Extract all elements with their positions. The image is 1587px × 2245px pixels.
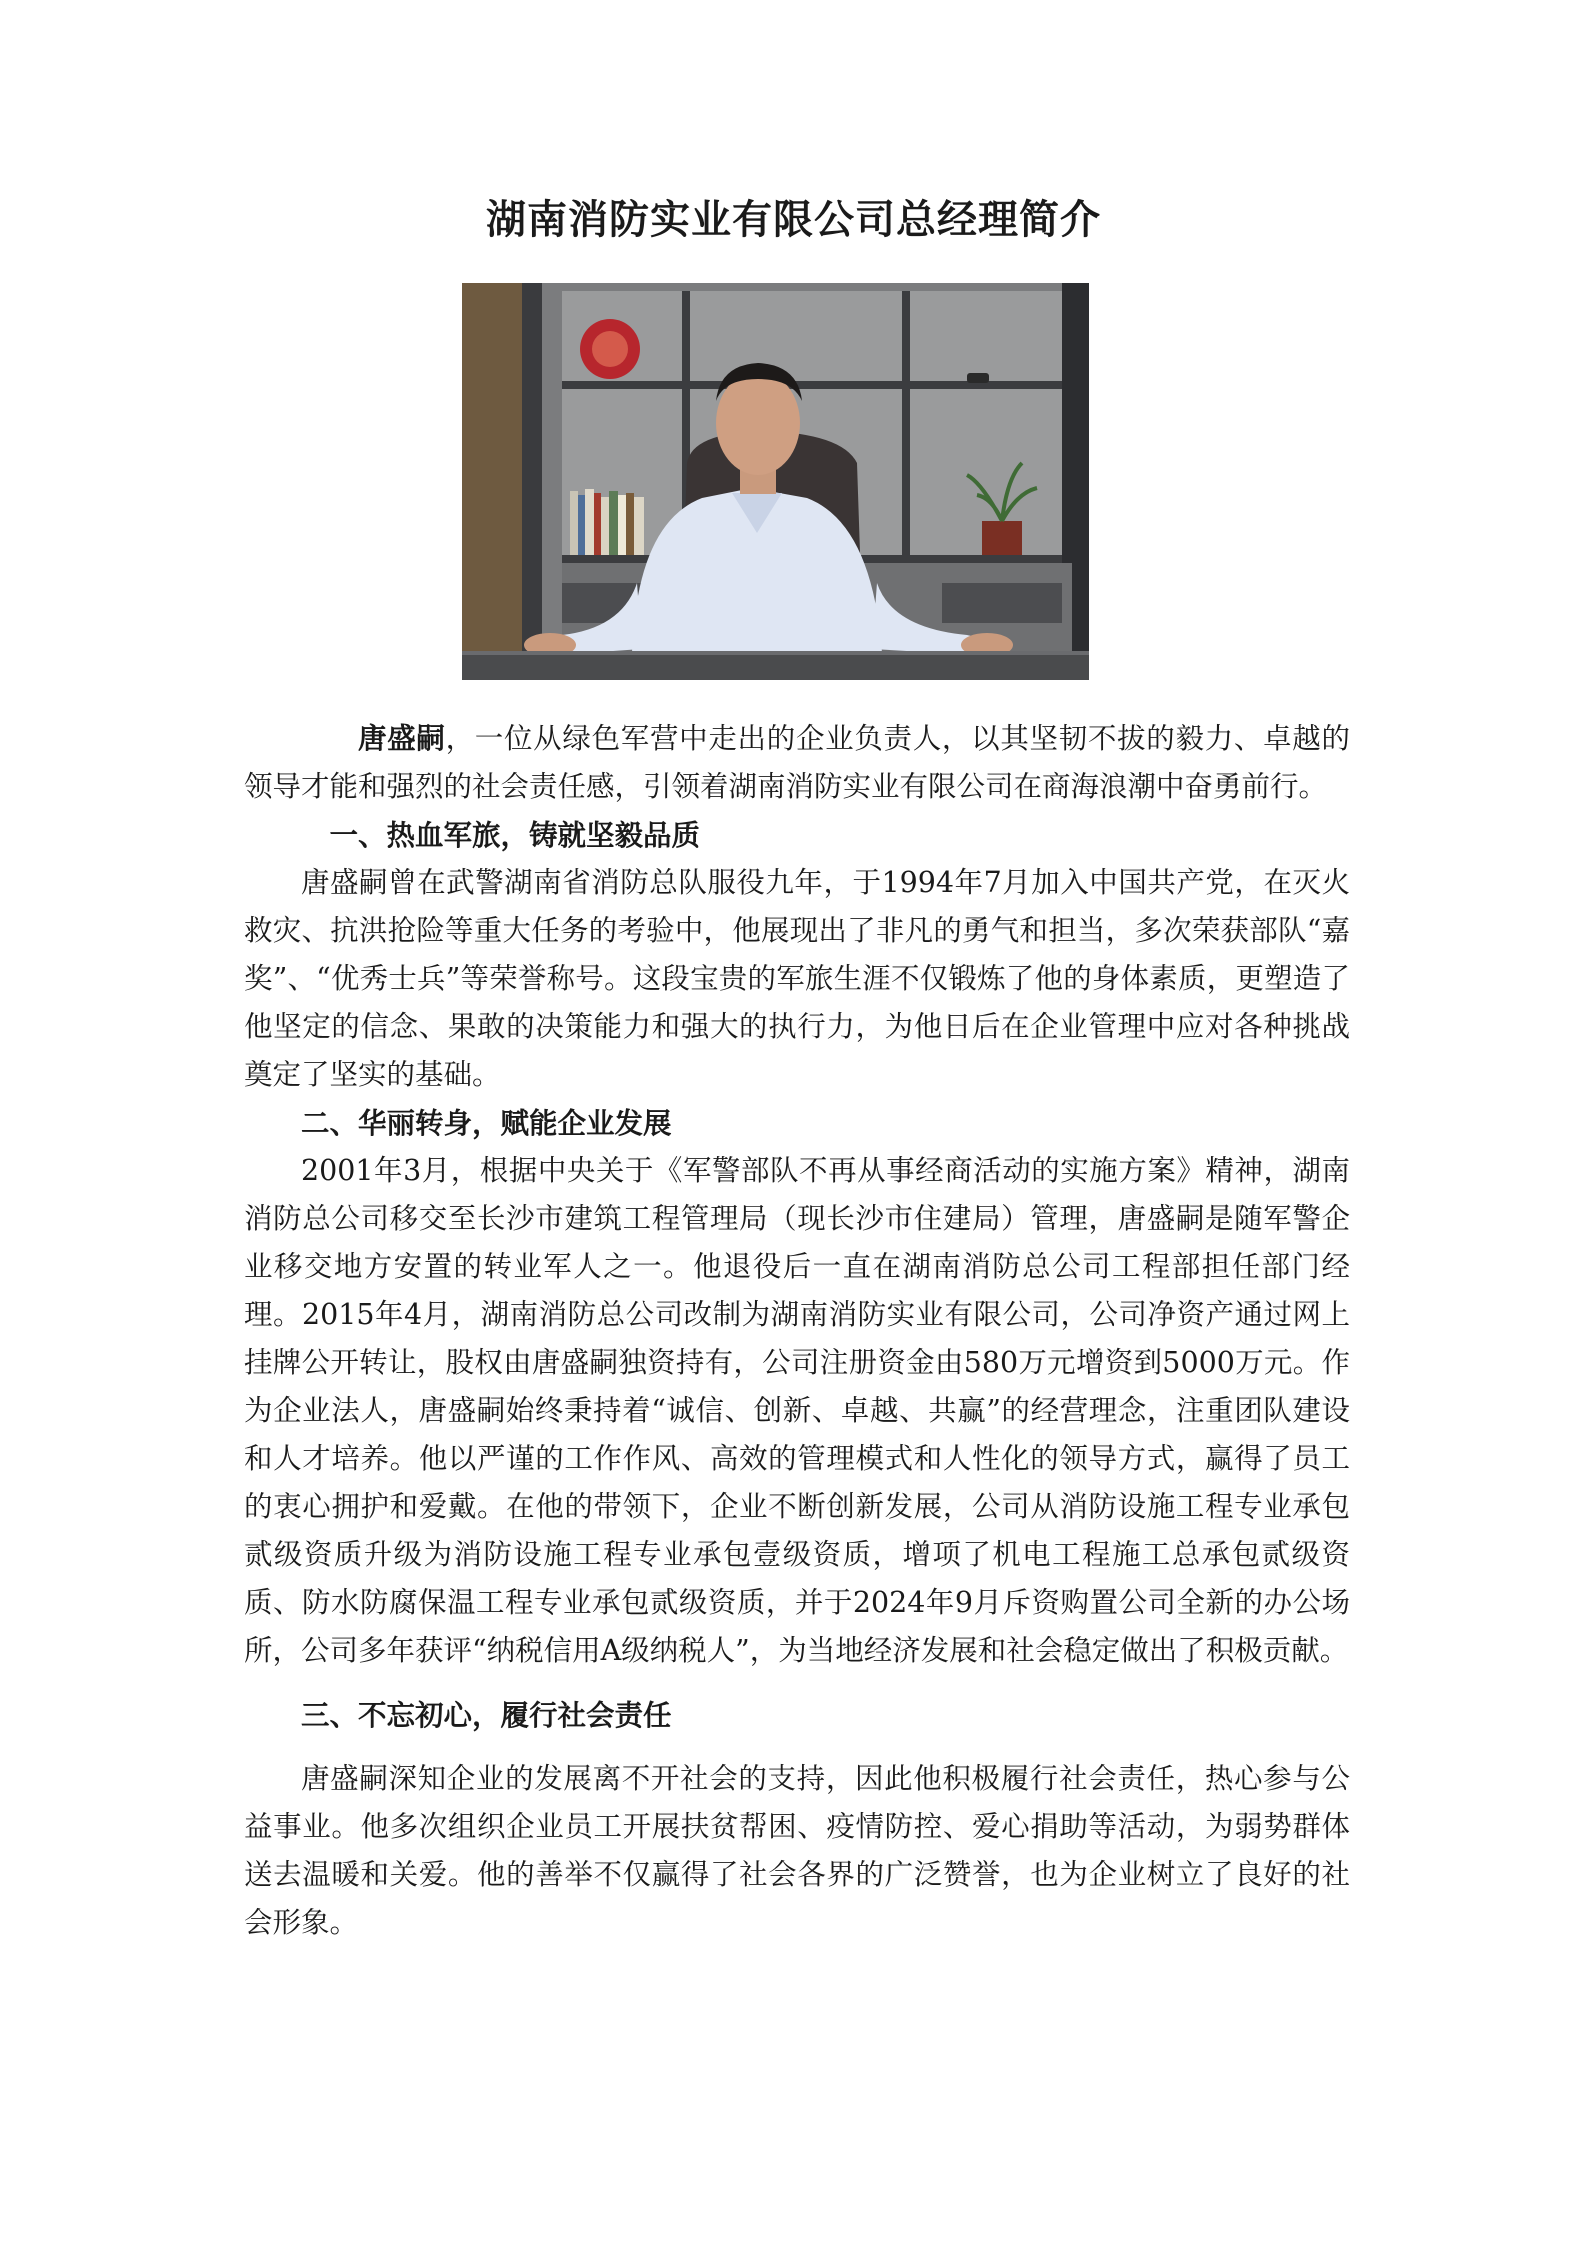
article-body [244,714,1350,1947]
section-heading: 二、华丽转身，赋能企业发展 [301,1106,672,1140]
section-heading: 一、热血军旅，铸就坚毅品质 [329,818,701,852]
intro-paragraph [244,714,1350,811]
intro-text: ，一位从绿色军营中走出的企业负责人，以其坚韧不拔的毅力、卓越的领导才能和强烈的社会责任感，引领着湖南消防实业有限公司在商海浪潮中奋勇前行。 [244,722,1350,803]
page-title: 湖南消防实业有限公司总经理简介 [486,197,1101,243]
section-paragraph: 唐盛嗣深知企业的发展离不开社会的支持，因此他积极履行社会责任，热心参与公益事业。他多次组织企业员工开展扶贫帮困、疫情防控、爱心捐助等活动，为弱势群体送去温暖和关爱。他的善举不仅赢得了社会各界的广泛赞誉，也为企业树立了良好的社会形象。 [244,1762,1350,1939]
general-manager-portrait [462,283,1089,680]
section-heading: 三、不忘初心，履行社会责任 [301,1698,672,1732]
section-paragraph: 2001年3月，根据中央关于《军警部队不再从事经商活动的实施方案》精神，湖南消防总公司移交至长沙市建筑工程管理局（现长沙市住建局）管理，唐盛嗣是随军警企业移交地方安置的转业军人之一。他退役后一直在湖南消防总公司工程部担任部门经理。2015年4月，湖南消防总公司改制为湖南消防实业有限公司，公司净资产通过网上挂牌公开转让，股权由唐盛嗣独资持有，公司注册资金由580万元增资到5000万元。作为企业法人，唐盛嗣始终秉持着“诚信、创新、卓越、共赢”的经营理念，注重团队建设和人才培养。他以严谨的工作作风、高效的管理模式和人性化的领导方式，赢得了员工的衷心拥护和爱戴。在他的带领下，企业不断创新发展，公司从消防设施工程专业承包贰级资质升级为消防设施工程专业承包壹级资质，增项了机电工程施工总承包贰级资质、防水防腐保温工程专业承包贰级资质，并于2024年9月斥资购置公司全新的办公场所，公司多年获评“纳税信用A级纳税人”，为当地经济发展和社会稳定做出了积极贡献。 [244,1154,1350,1667]
section-paragraph: 唐盛嗣曾在武警湖南省消防总队服役九年，于1994年7月加入中国共产党，在灭火救灾、抗洪抢险等重大任务的考验中，他展现出了非凡的勇气和担当，多次荣获部队“嘉奖”、“优秀士兵”等荣誉称号。这段宝贵的军旅生涯不仅锻炼了他的身体素质，更塑造了他坚定的信念、果敢的决策能力和强大的执行力，为他日后在企业管理中应对各种挑战奠定了坚实的基础。 [244,866,1350,1091]
manager-name: 唐盛嗣 [358,721,446,755]
